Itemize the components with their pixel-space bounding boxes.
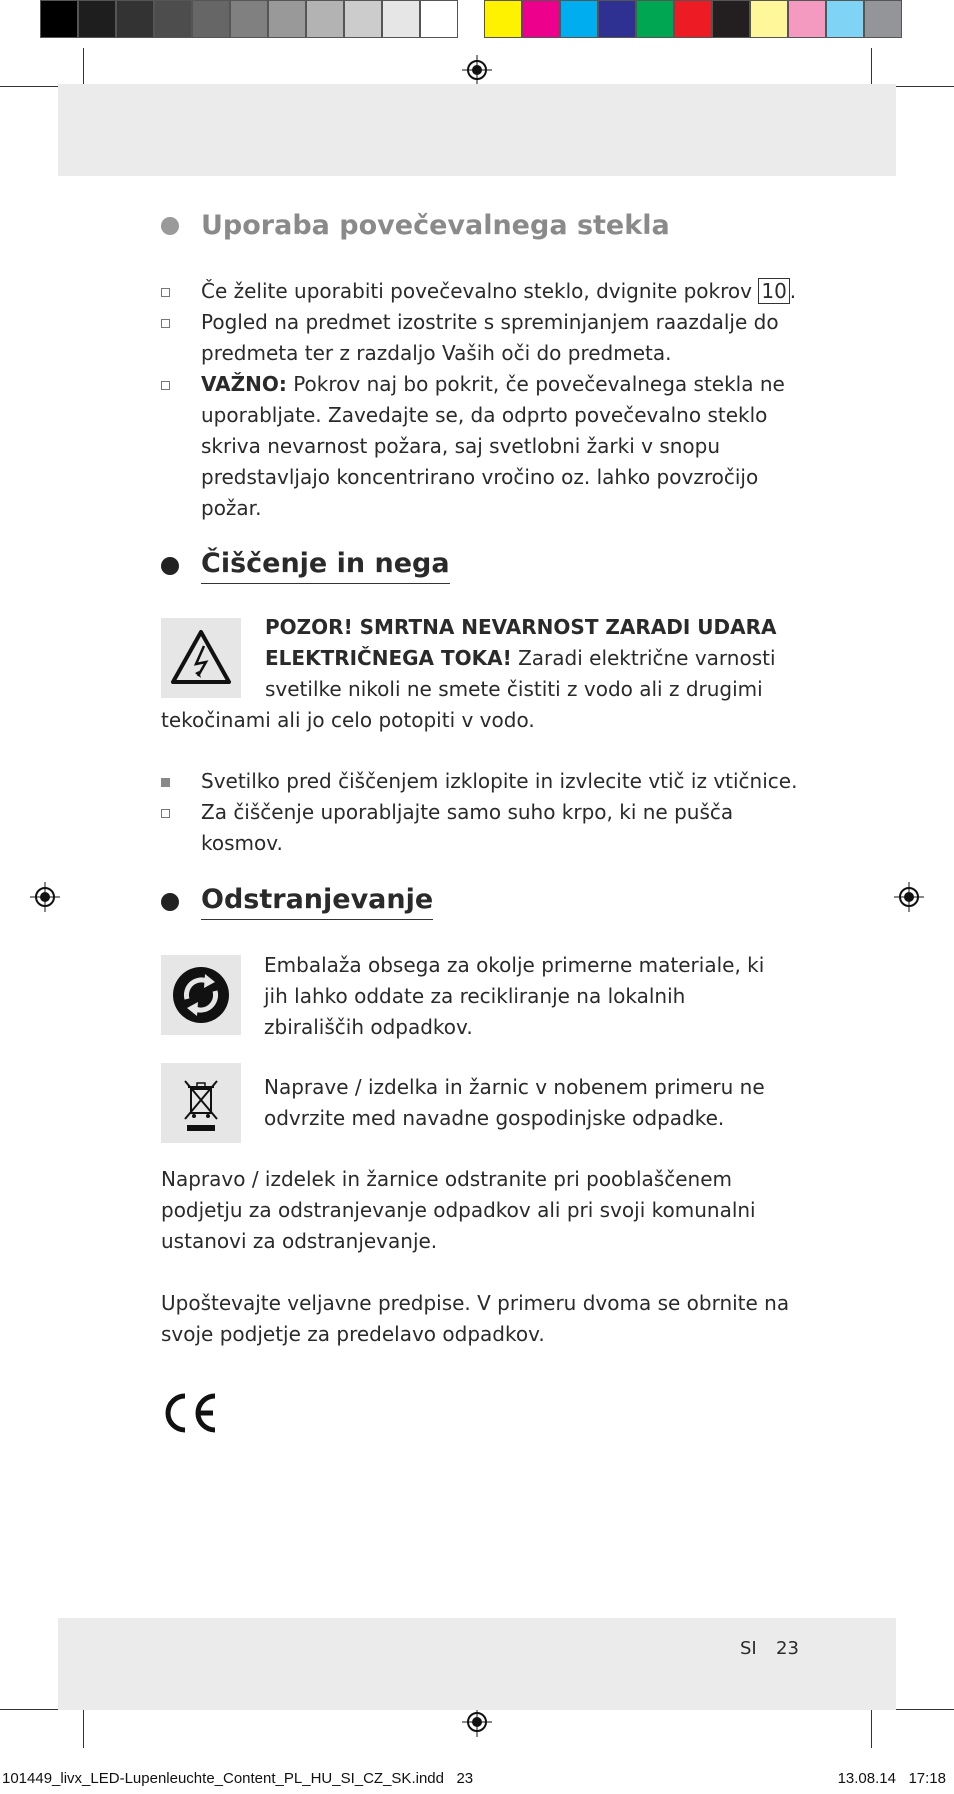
color-swatch: [484, 0, 522, 38]
color-swatch: [154, 0, 192, 38]
color-swatch: [420, 0, 458, 38]
header-band: [58, 84, 896, 176]
color-swatch: [116, 0, 154, 38]
slug-filename: 101449_livx_LED-Lupenleuchte_Content_PL_HU_SI_CZ_SK.indd 23: [2, 1770, 474, 1787]
recycle-icon: [161, 955, 241, 1035]
crop-mark: [871, 1708, 872, 1748]
color-swatch: [306, 0, 344, 38]
list-item-text: Za čiščenje uporabljajte samo suho krpo, ki ne pušča kosmov.: [201, 800, 734, 855]
checkbox-bullet-icon: [161, 381, 170, 390]
color-swatch: [382, 0, 420, 38]
checkbox-bullet-icon: [161, 319, 170, 328]
recycle-text: Embalaža obsega za okolje primerne materiale, ki jih lahko oddate za recikliranje na lokalnih zbirališčih odpadkov.: [264, 953, 765, 1039]
gray-color-bar: [40, 0, 458, 40]
section-title: Čiščenje in nega: [201, 548, 450, 584]
section-title: Odstranjevanje: [201, 884, 433, 920]
registration-mark-icon: [894, 882, 924, 912]
part-reference: 10: [758, 278, 789, 304]
section-heading-disposal: [161, 884, 433, 920]
color-swatch: [788, 0, 826, 38]
disposal-paragraph: Napravo / izdelek in žarnice odstranite pri pooblaščenem podjetju za odstranjevanje odpadkov ali pri svoji komunalni ustanovi za odstranjevanje.: [161, 1167, 756, 1253]
list-item: [161, 766, 801, 797]
color-swatch: [40, 0, 78, 38]
color-swatch: [636, 0, 674, 38]
color-swatch: [864, 0, 902, 38]
regulations-paragraph: Upoštevajte veljavne predpise. V primeru dvoma se obrnite na svoje podjetje za predelavo odpadkov.: [161, 1291, 790, 1346]
ce-mark-icon: [161, 1390, 219, 1440]
section-title: Uporaba povečevalnega stekla: [201, 210, 670, 241]
checkbox-bullet-icon: [161, 809, 170, 818]
important-label: VAŽNO:: [201, 372, 287, 396]
weee-text: Naprave / izdelka in žarnic v nobenem primeru ne odvrzite med navadne gospodinjske odpadke.: [264, 1075, 765, 1130]
checkbox-bullet-icon: [161, 288, 170, 297]
color-swatch: [750, 0, 788, 38]
slug-date: 13.08.14 17:18: [837, 1770, 946, 1787]
registration-mark-icon: [462, 1707, 492, 1737]
footer-band: [58, 1618, 896, 1710]
color-swatch: [230, 0, 268, 38]
crop-mark: [83, 48, 84, 88]
bullet-dot-icon: [161, 557, 179, 575]
list-item-end: .: [789, 279, 797, 303]
list-item: [161, 307, 801, 369]
color-swatch: [826, 0, 864, 38]
list-item: [161, 369, 801, 524]
registration-mark-icon: [462, 55, 492, 85]
color-swatch: [344, 0, 382, 38]
list-item: [161, 276, 801, 307]
warning-paragraph: [161, 612, 801, 736]
color-swatch: [712, 0, 750, 38]
cmyk-color-bar: [484, 0, 902, 40]
color-swatch: [674, 0, 712, 38]
weee-bin-icon: [161, 1063, 241, 1143]
color-swatch: [192, 0, 230, 38]
page-number: 23: [776, 1638, 799, 1659]
crop-mark: [890, 1709, 954, 1710]
crop-mark: [0, 86, 64, 87]
page-language: SI: [740, 1638, 757, 1659]
color-swatch: [598, 0, 636, 38]
color-swatch: [268, 0, 306, 38]
list-item: [161, 797, 801, 859]
bullet-dot-icon: [161, 217, 179, 235]
registration-mark-icon: [30, 882, 60, 912]
section-heading-cleaning: [161, 548, 450, 584]
list-item-text: Svetilko pred čiščenjem izklopite in izvlecite vtič iz vtičnice.: [201, 769, 798, 793]
bullet-dot-icon: [161, 893, 179, 911]
color-swatch: [522, 0, 560, 38]
list-item-text: Pokrov naj bo pokrit, če povečevalnega stekla ne uporabljate. Zavedajte se, da odprto povečevalno steklo skriva nevarnost požara, saj svetlobni žarki v snopu predstavljajo koncentrirano vročino oz. lahko povzročijo požar.: [201, 372, 785, 520]
warning-text: Zaradi električne varnosti svetilke nikoli ne smete čistiti z vodo ali z drugimi tekočinami ali jo celo potopiti v vodo.: [161, 646, 776, 732]
crop-mark: [871, 48, 872, 88]
crop-mark: [83, 1708, 84, 1748]
color-swatch: [560, 0, 598, 38]
warning-heading: POZOR! SMRTNA NEVARNOST ZARADI UDARA ELEKTRIČNEGA TOKA!: [265, 615, 777, 670]
list-item-text: Pogled na predmet izostrite s spreminjanjem raazdalje do predmeta ter z razdaljo Vaših oči do predmeta.: [201, 310, 779, 365]
square-bullet-icon: [161, 778, 170, 787]
crop-mark: [890, 86, 954, 87]
section-heading-magnifier: [161, 210, 670, 241]
color-swatch: [78, 0, 116, 38]
crop-mark: [0, 1709, 64, 1710]
list-item-text: Če želite uporabiti povečevalno steklo, dvignite pokrov: [201, 279, 752, 303]
